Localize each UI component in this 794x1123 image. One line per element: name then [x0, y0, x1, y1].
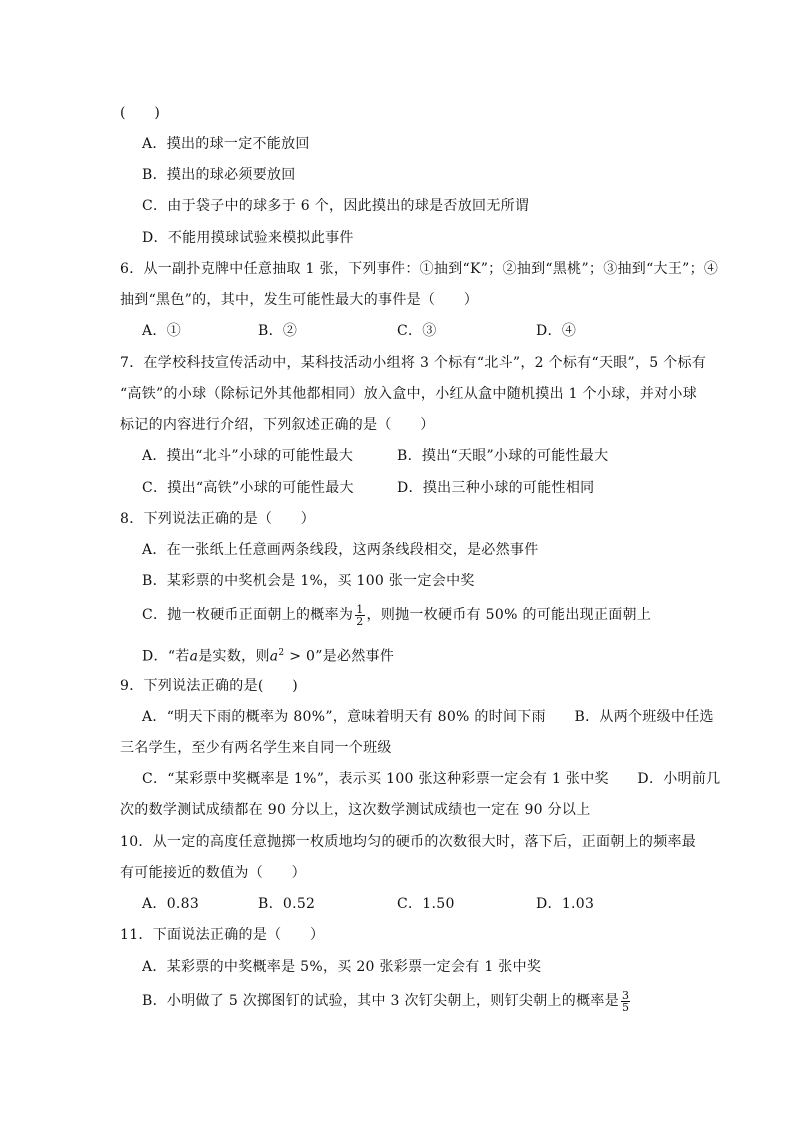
q7-option-d: D．摸出三种小球的可能性相同 — [397, 480, 595, 496]
q7-stem-line3: 标记的内容进行介绍，下列叙述正确的是（ ） — [120, 417, 435, 433]
q7-stem-line2: “高铁”的小球（除标记外其他都相同）放入盒中，小红从盒中随机摸出 1 个小球，并对小球 — [120, 386, 698, 402]
q8c-text-after: ，则抛一枚硬币有 50% 的可能出现正面朝上 — [366, 607, 652, 623]
q10-option-d: D．1.03 — [536, 896, 595, 912]
q8c-fraction — [355, 604, 364, 627]
q10-option-a: A．0.83 — [142, 896, 200, 912]
q9-option-a-b: A．“明天下雨的概率为 80%”，意味着明天有 80% 的时间下雨 B．从两个班级中任选 — [142, 709, 714, 725]
q8d-text-after: ”是必然事件 — [315, 648, 395, 665]
q7-option-a: A．摸出“北斗”小球的可能性最大 — [142, 448, 354, 464]
q6-option-c: C．③ — [397, 323, 437, 339]
q9-option-b-cont: 三名学生，至少有两名学生来自同一个班级 — [120, 740, 392, 756]
q8-option-d — [142, 644, 394, 666]
q8d-expr-exponent: 2 — [278, 648, 285, 658]
q8c-text-before: C．抛一枚硬币正面朝上的概率为 — [142, 607, 354, 623]
q9-stem: 9．下列说法正确的是( ) — [120, 678, 299, 694]
q5-option-d: D．不能用摸球试验来模拟此事件 — [142, 230, 354, 246]
q10-option-c: C．1.50 — [397, 896, 455, 912]
q11-stem: 11．下面说法正确的是（ ） — [120, 927, 325, 943]
q11b-numerator: 3 — [622, 988, 630, 1002]
q5-stem-end: ( ) — [120, 105, 161, 121]
q6-option-d: D．④ — [536, 323, 577, 339]
q5-option-b: B．摸出的球必须要放回 — [142, 167, 296, 183]
q7-option-b: B．摸出“天眼”小球的可能性最大 — [397, 448, 609, 464]
q6-stem-line1: 6．从一副扑克牌中任意抽取 1 张，下列事件：①抽到“K”；②抽到“黑桃”；③抽到“大王”；④ — [120, 261, 719, 277]
q10-stem-line1: 10．从一定的高度任意抛掷一枚质地均匀的硬币的次数很大时，落下后，正面朝上的频率最 — [120, 834, 697, 850]
q8-stem: 8．下列说法正确的是（ ） — [120, 511, 316, 527]
q7-option-c: C．摸出“高铁”小球的可能性最大 — [142, 480, 354, 496]
q11-option-b — [142, 987, 632, 1015]
q10-option-b: B．0.52 — [258, 896, 316, 912]
q8d-var-a: a — [189, 648, 199, 665]
q11b-text-before: B．小明做了 5 次掷图钉的试验，其中 3 次钉尖朝上，则钉尖朝上的概率是 — [142, 993, 620, 1009]
q5-option-a: A．摸出的球一定不能放回 — [142, 136, 310, 152]
q11b-fraction — [621, 990, 630, 1013]
q8-option-a: A．在一张纸上任意画两条线段，这两条线段相交，是必然事件 — [142, 542, 539, 558]
q5-option-c: C．由于袋子中的球多于 6 个，因此摸出的球是否放回无所谓 — [142, 198, 530, 214]
q8d-text-before: D．“若 — [142, 648, 190, 665]
q6-option-a: A．① — [142, 323, 182, 339]
q9-option-c-d: C．“某彩票中奖概率是 1%”，表示买 100 张这种彩票一定会有 1 张中奖 D．小明前几 — [142, 771, 721, 787]
q11-option-a: A．某彩票的中奖概率是 5%，买 20 张彩票一定会有 1 张中奖 — [142, 959, 542, 975]
q8d-text-mid: 是实数，则 — [198, 648, 270, 665]
q8c-numerator: 1 — [356, 602, 364, 616]
q7-stem-line1: 7．在学校科技宣传活动中，某科技活动小组将 3 个标有“北斗”，2 个标有“天眼”，5 个标有 — [120, 355, 707, 371]
q9-option-d-cont: 次的数学测试成绩都在 90 分以上，这次数学测试成绩也一定在 90 分以上 — [120, 802, 591, 818]
q6-stem-line2: 抽到“黑色”的，其中，发生可能性最大的事件是（ ） — [120, 292, 479, 308]
q6-option-b: B．② — [258, 323, 298, 339]
q11b-denominator: 5 — [622, 1000, 630, 1014]
q8-option-c — [142, 601, 651, 629]
q8c-denominator: 2 — [356, 614, 364, 628]
q8d-expr-base: a — [269, 648, 279, 665]
q8d-expr-compare: > 0 — [284, 648, 316, 665]
q10-stem-line2: 有可能接近的数值为（ ） — [120, 865, 306, 881]
q8-option-b: B．某彩票的中奖机会是 1%，买 100 张一定会中奖 — [142, 573, 475, 589]
